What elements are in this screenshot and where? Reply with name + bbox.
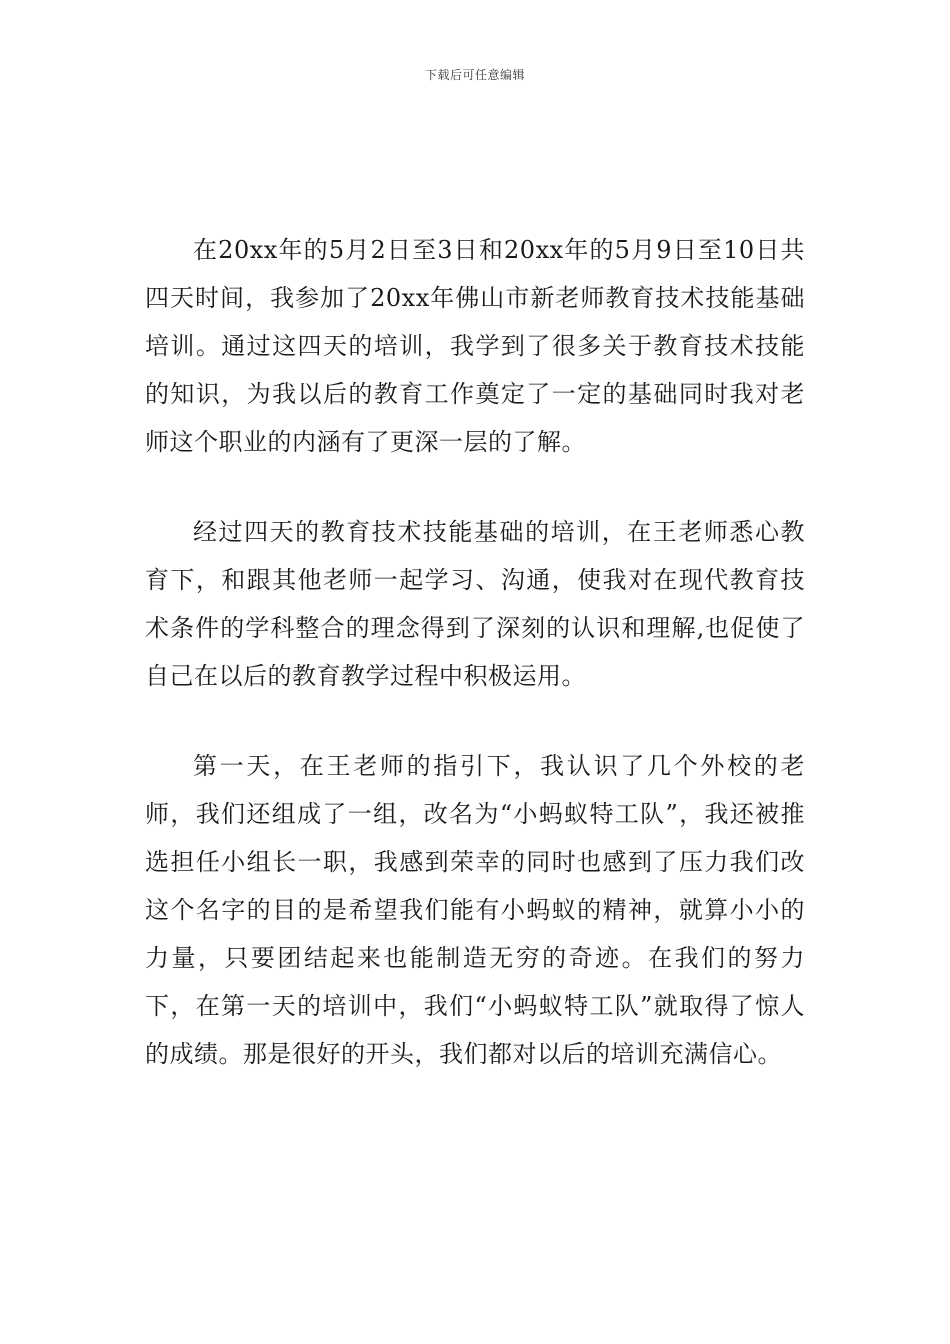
- document-body: [145, 226, 805, 1078]
- paragraph-3: 第一天，在王老师的指引下，我认识了几个外校的老师，我们还组成了一组，改名为“小蚂蚁特工队”，我还被推选担任小组长一职，我感到荣幸的同时也感到了压力我们改这个名字的目的是希望我们能有小蚂蚁的精神，就算小小的力量，只要团结起来也能制造无穷的奇迹。在我们的努力下，在第一天的培训中，我们“小蚂蚁特工队”就取得了惊人的成绩。那是很好的开头，我们都对以后的培训充满信心。: [145, 752, 805, 1068]
- header-note: 下载后可任意编辑: [424, 68, 525, 82]
- paragraph-1: 在20xx年的5月2日至3日和20xx年的5月9日至10日共四天时间，我参加了20xx年佛山市新老师教育技术技能基础培训。通过这四天的培训，我学到了很多关于教育技术技能的知识，为我以后的教育工作奠定了一定的基础同时我对老师这个职业的内涵有了更深一层的了解。: [145, 236, 805, 456]
- paragraph-2: 经过四天的教育技术技能基础的培训，在王老师悉心教育下，和跟其他老师一起学习、沟通，使我对在现代教育技术条件的学科整合的理念得到了深刻的认识和理解,也促使了自己在以后的教育教学过程中积极运用。: [145, 518, 805, 690]
